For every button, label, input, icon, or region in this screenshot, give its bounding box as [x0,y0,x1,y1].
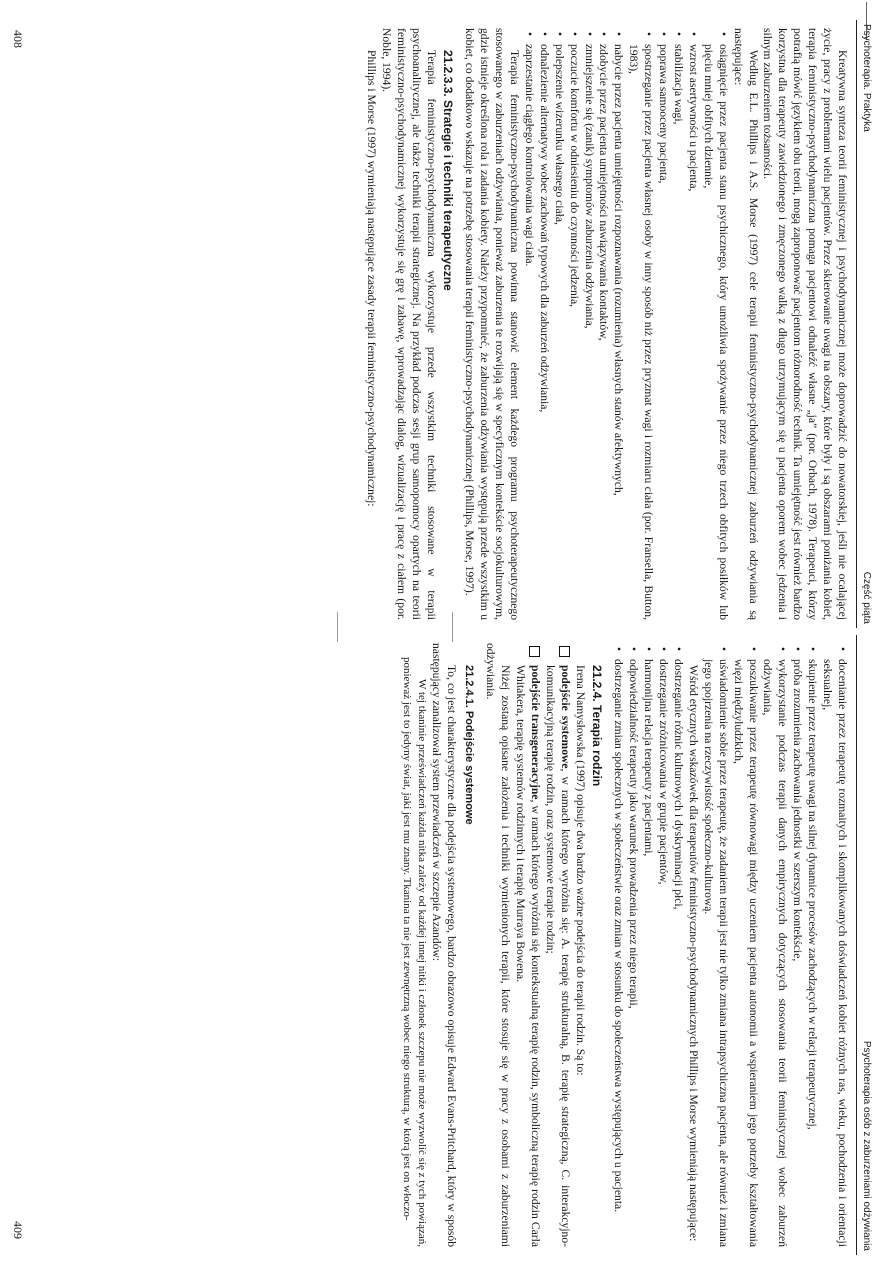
list-item: • uświadomienie sobie przez terapeutę, że zadaniem terapii jest nie tylko zmiana intrapsychiczna pacjenta, ale również i zmiana jego spojrzenia na rzeczywistość społeczno-kulturową. [700,643,730,1247]
approach-name: podejście transgeneracyjne [528,665,542,800]
list-item: • spostrzeganie przez pacjenta własnej osoby w inny sposób niż przez pryzmat wagi i rozmiaru ciała (por. Fransella, Button, 1983), [625,28,655,620]
paragraph: Terapia feministyczno-psychodynamiczna powinna stanowić element każdego programu psychoterapeutycznego stosowanego w zaburzeniach odżywiania, ponieważ zaburzenia te rozwijają się w specyficznym kontekście socjokulturowym, gdzie istnieje określona rola i zadania kobiety. Należy przypomnieć, że zaburzenia odżywiania występują przede wszystkim u kobiet, co dodatkowo wskazuje na potrzebę stosowania terapii feministyczno-psychodynamicznej (Phillips, Morse, 1997). [463,28,522,620]
list-item: • stabilizacja wagi, [670,28,685,620]
goals-list [521,28,730,620]
approach-description: , w ramach którego wyróżnia się: A. terapię strukturalną, B. terapię strategiczną, C. interakcyjno-komunikacyjną terapię rodzin, oraz systemowe terapie rodzin; [543,665,572,1247]
paragraph: Irena Namysłowska (1997) opisuje dwa bardzo ważne podejścia do terapii rodzin. Są to: [573,665,587,1076]
list-item: • zdobycie przez pacjenta umiejętności nawiązywania kontaktów, [596,28,611,620]
approaches-list [512,643,572,1247]
list-item [512,643,542,1247]
paragraph: To, co jest charakterystyczne dla podejścia systemowego, bardzo obrazowo opisuje Edward Evans-Pritchard, który w sposób następujący zanalizował system przewiadczeń w szczepie Azandów: [430,643,459,1247]
list-item: • zaprzestanie ciągłego kontrolowania wagi ciała. [521,28,536,620]
page-408 [0,20,893,628]
list-item: • poprawa samooceny pacjenta, [655,28,670,620]
list-item: • osiągnięcie przez pacjenta stanu psychicznego, który umożliwia spożywanie przez niego trzech obfitych posiłków lub pięciu mniej obfitych dziennie, [700,28,730,620]
page-body [40,643,849,1247]
list-item: • harmonijna relacja terapeuty z pacjentami, [640,643,655,1247]
approach-description: , w ramach którego wyróżnia się kontekstualną terapię rodzin, symboliczną terapię rodzin Carla Whitakera, terapię systemów rodzinnych i terapię Murraya Bowena. [513,665,542,1247]
section-heading: 21.2.3.3. Strategie i techniki terapeutyczne [441,50,456,291]
approach-name: podejście systemowe [558,665,572,769]
ethics-list [611,643,686,1247]
running-header [856,635,879,1255]
header-chapter: Psychoterapia osób z zaburzeniami odżywiania [861,1040,872,1251]
section-heading: 21.2.4. Terapia rodzin [590,665,605,787]
paragraph: Wśród etycznych wskazówek dla terapeutów feministyczno-psychodynamicznych Phillips i Morse wymieniają następujące: [686,665,700,1242]
list-item: • docenianie przez terapeutę rozmaitych i skomplikowanych doświadczeń kobiet różnych ras, wieku, pochodzenia i orientacji seksualnej, [819,643,849,1247]
page-number: 409 [11,1221,25,1239]
list-item: • polepszenie wizerunku własnego ciała, [551,28,566,620]
paragraph: Phillips i Morse (1997) wymieniają następujące zasady terapii feministyczno-psychodynamicznej: [364,50,378,507]
list-item: • dostrzeganie zróżnicowania w grupie pacjentów, [655,643,670,1247]
paragraph: Terapia feministyczno-psychodynamiczna wykorzystuje przede wszystkim techniki stosowane w terapii psychoanalitycznej, ale także techniki terapii strategicznej. Na przykład podczas sesji grup samopomocy opartych na teorii feministyczno-psychodynamicznej wykorzystuje się grę i zabawę, wprowadzając dialog, wizualizację i pracę z ciałem (por. Noble, 1994). [379,28,438,620]
paragraph: Niżej zostaną opisane założenia i techniki wymienionych terapii, które stosuje się w pracy z osobami z zaburzeniami odżywiania. [484,643,513,1247]
list-item: • skupienie przez terapeutę uwagi na silnej dynamice procesów zachodzących w relacji terapeutycznej, [804,643,819,1247]
block-quote: W tej tkaninie przeświadczeń każda nitka zależy od każdej innej nitki i członek szczepu nie może wyzwolić się z tych powiązań, ponieważ jest to jedyny świat, jaki jest mu znany. Tkanina ta nie jest zewnętrzną wobec niego strukturą, w którą jest on włoczo- [400,657,428,1247]
list-item: • zmniejszenie się (zanik) symptomów zaburzenia odżywiania, [581,28,596,620]
subsection-heading: 21.2.4.1. Podejście systemowe [463,665,476,825]
list-item: • dostrzeganie różnic kulturowych i dyskryminacji płci, [670,643,685,1247]
page-number: 408 [11,30,25,48]
list-item: • wzrost asertywności u pacjenta, [685,28,700,620]
list-item: • nabycie przez pacjenta umiejętności rozpoznawania (rozumienia) własnych stanów afektywnych, [611,28,626,620]
list-item: • próba zrozumienia zachowania jednostki w szerszym kontekście, [789,643,804,1247]
list-item: • wykorzystanie podczas terapii danych empirycznych dotyczących stosowania teorii feministycznej wobec zaburzeń odżywiania, [760,643,790,1247]
list-item [542,643,572,1247]
principles-list [700,643,849,1247]
header-part: Część piąta [861,571,872,624]
list-item: • poczucie komfortu w odniesieniu do czynności jedzenia, [566,28,581,620]
paragraph: Według E.L. Phillips i A.S. Morse (1997) cele terapii feministyczno-psychodynamicznej zaburzeń odżywiania są następujące: [731,28,760,620]
page-body [40,28,849,620]
list-item: • poszukiwanie przez terapeutę równowagi między uczeniem pacjenta autonomii a wspieraniem jego potrzeby kształtowania więzi międzyludzkich, [730,643,760,1247]
header-book-title: Psychoterapia. Praktyka [861,24,872,132]
running-header [856,20,879,628]
paragraph: Kreatywna synteza teorii feministycznej i psychodynamicznej może doprowadzić do nowatorskiej, jeśli nie ocalającej życie, pracy z problemami wielu pacjentów. Przez skierowanie uwagi na obszary, które były i są obszarami poniżania kobiet, terapia feministyczno-psychodynamiczna pomaga pacjentowi odnaleźć własne „ja” (por. Orbach, 1978). Terapeuci, którzy potrafią mówić językiem obu teorii, mogą zaproponować pacjentom różnorodność technik. Ta umiejętność jest również bardzo korzystna dla terapeuty zawiedzionego i zmęczonego walką z długo utrzymującym się u pacjenta oporem wobec jedzenia i silnym zaburzeniem tożsamości. [761,28,849,620]
page-409 [0,635,893,1255]
list-item: • odpowiedzialność terapeuty jako warunek prowadzenia przez niego terapii, [625,643,640,1247]
list-item: • odnalezienie alternatywy wobec zachowań typowych dla zaburzeń odżywiania, [536,28,551,620]
list-item: • dostrzeganie zmian społecznych w społeczeństwie oraz zmian w stosunku do społeczeństwa występujących u pacjenta. [611,643,626,1247]
